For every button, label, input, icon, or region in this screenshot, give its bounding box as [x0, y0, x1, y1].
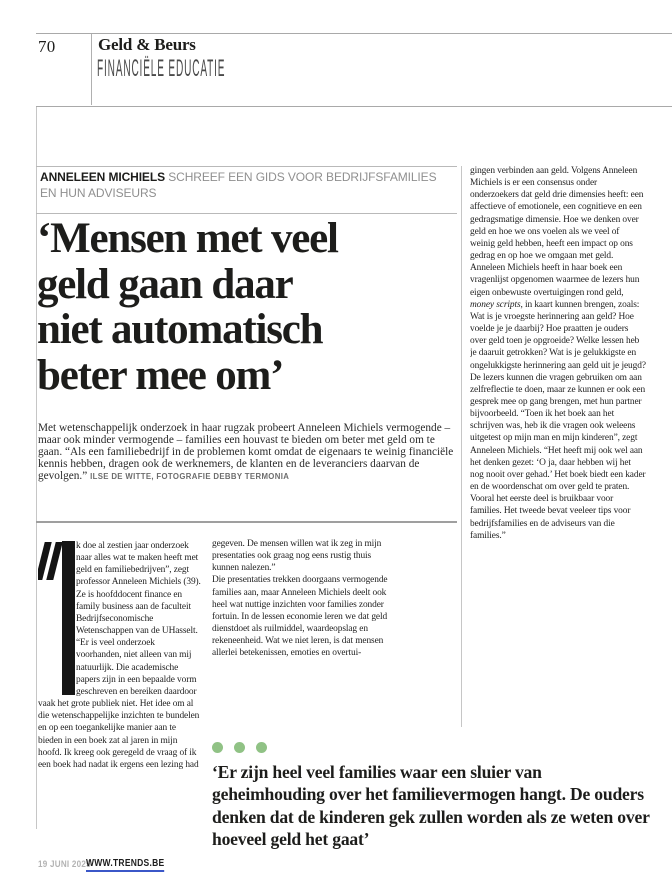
green-dot-icon — [256, 742, 267, 753]
article-text: Die presentaties trekken doorgaans vermogende families aan, maar Anneleen Michiels deelt ook heel wat nuttige inzichten voor families zonder fortuin. In de lessen economie leren we dat geld dienstdoet als ruilmiddel, waardeopslag en rekeneenheid. Wat we niet leren, is dat mensen allerlei betekenissen, emoties en overtui- — [212, 575, 388, 659]
drop-cap-letter-i — [62, 541, 75, 695]
article-column-1 — [38, 540, 202, 834]
kicker-text: SCHREEF EEN GIDS VOOR BEDRIJFSFAMILIES EN HUN ADVISEURS — [40, 170, 437, 200]
page-number: 70 — [38, 37, 56, 56]
section-title: Geld & Beurs — [98, 35, 196, 54]
article-text — [470, 165, 646, 542]
headline — [37, 216, 461, 398]
pull-quote: ‘Er zijn heel veel families waar een sluier van geheimhouding over het familievermogen hangt. De ouders denken dat de kinderen gek zullen worden als ze weten over hoeveel geld het gaat’ — [212, 762, 650, 850]
article-text-italic: money scripts — [470, 299, 521, 310]
header-bottom-rule — [36, 106, 672, 107]
green-dot-icon — [234, 742, 245, 753]
headline-line: geld gaan daar — [37, 260, 293, 308]
intro-text: Met wetenschappelijk onderzoek in haar rugzak probeert Anneleen Michiels vermogende – maar ook minder vermogende – families een houvast te bieden om beter met geld om te gaan. “Als een familiebedrijf in de problemen komt omdat de eigenaars te weinig financiële kennis hebben, dragen ook de werknemers, de klanten en de leveranciers daarvan de gevolgen.” — [38, 422, 454, 483]
headline-line: niet automatisch — [37, 306, 323, 353]
article-text: gegeven. De mensen willen wat ik zeg in mijn presentaties ook graag nog eens rustig thuis kunnen nalezen.” — [212, 539, 382, 574]
footer-site-link[interactable]: WWW.TRENDS.BE — [86, 858, 164, 872]
kicker-top-rule — [36, 166, 457, 167]
article-text-segment: , in kaart kunnen brengen, zoals: Wat is je vroegste herinnering aan geld? Hoe voelde je je daarbij? Hoe praatten je ouders over geld toen je opgroeide? Welke lessen heb je daaruit getrokken? Wat is je gelukkigste en ongelukkigste herinnering aan geld uit je jeugd? De lezers kunnen die vragen gebruiken om aan zelfreflectie te doen, maar ze kunnen er ook een gesprek mee op gang brengen, met hun partner bijvoorbeeld. “Toen ik het boek aan het schrijven was, heb ik die vragen ook weleens uitgetest op mijn man en mijn kinderen”, zegt Anneleen Michiels. “Het heeft mij ook wel aan het denken gezet: ‘O ja, daar hebben wij het nog nooit over gehad.’ Het boek biedt een kader en de woordenschat om over geld te praten. Vooral het eerste deel is bruikbaar voor families. Het tweede bevat veeleer tips voor bedrijfsfamilies en de adviseurs van die families.” — [470, 299, 646, 541]
byline: ILSE DE WITTE, FOTOGRAFIE DEBBY TERMONIA — [90, 472, 290, 482]
article-text: k doe al zestien jaar onderzoek naar alles wat te maken heeft met geld en familiebedrijven”, zegt professor Anneleen Michiels (39). Ze is hoofddocent finance en family business aan de faculteit Bedrijfseconomische Wetenschappen van de UHasselt. “Er is veel onderzoek voorhanden, niet alleen van mij natuurlijk. Die academische papers zijn in een bepaalde vorm geschreven en bereiken daardoor vaak het grote publiek niet. Het idee om al die wetenschappelijke inzichten te bundelen en op een toegankelijke manier aan te bieden in een boek zat al jaren in mijn hoofd. Ik kreeg ook geregeld de vraag of ik een boek had nadat ik ergens een lezing had — [38, 541, 201, 770]
opening-quote-icon — [38, 542, 60, 580]
footer-date: 19 JUNI 2025 — [38, 859, 91, 870]
headline-line: beter mee om’ — [37, 351, 284, 399]
pullquote-dots — [212, 740, 274, 758]
kicker-author: ANNELEEN MICHIELS — [40, 170, 165, 184]
article-text-segment: gingen verbinden aan geld. Volgens Anneleen Michiels is er een consensus onder onderzoekers dat geld drie dimensies heeft: een affectieve of emotionele, een cognitieve en een gedragsmatige dimensie. Hoe we denken over geld en hoe we ons voelen als we veel of weinig geld hebben, heeft een impact op ons gedrag en op hoe we omgaan met geld. Anneleen Michiels heeft in haar boek een vragenlijst opgenomen waarmee de lezers hun eigen onbewuste overtuigingen rond geld, — [470, 166, 644, 298]
header-divider — [91, 34, 92, 105]
green-dot-icon — [212, 742, 223, 753]
column-rule — [461, 166, 462, 727]
headline-line: ‘Mensen met veel — [37, 215, 338, 262]
header-top-rule — [36, 33, 672, 34]
article-column-2 — [212, 538, 389, 727]
intro-rule — [36, 521, 457, 523]
section-subtitle: FINANCIËLE EDUCATIE — [97, 55, 226, 82]
article-column-3 — [470, 165, 646, 727]
drop-cap-group — [38, 540, 76, 698]
kicker-bottom-rule — [36, 213, 457, 214]
kicker — [40, 170, 448, 201]
intro-paragraph — [38, 422, 459, 483]
